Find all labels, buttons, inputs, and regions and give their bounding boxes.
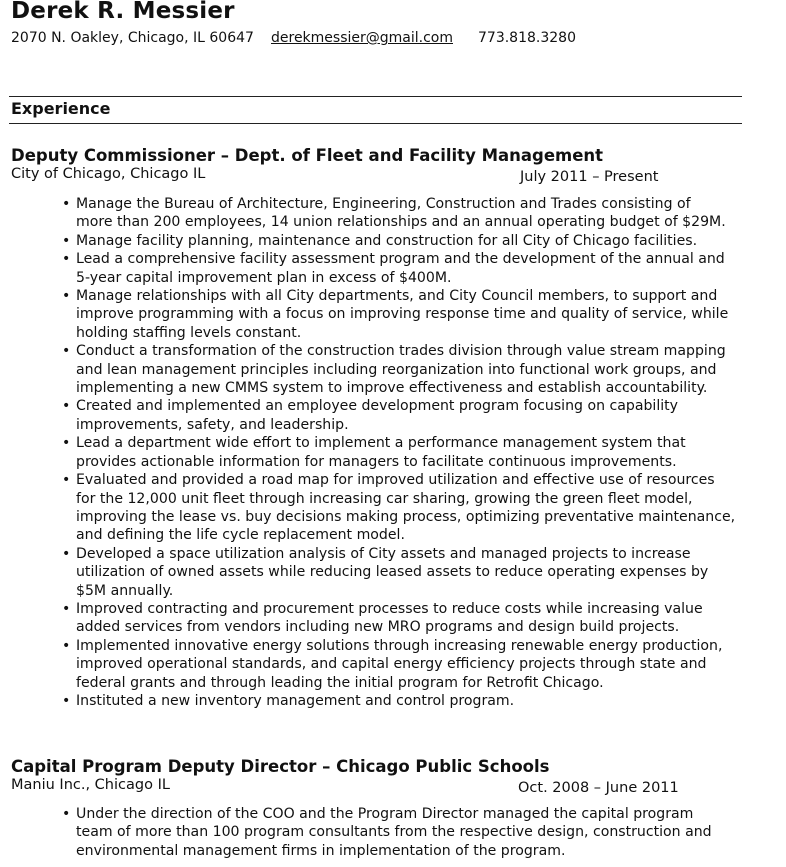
list-item: • Instituted a new inventory management and control program. <box>62 692 752 710</box>
list-item: • Improved contracting and procurement processes to reduce costs while increasing value added services from vendors including new MRO programs and design build projects. <box>62 600 752 637</box>
job-title: Capital Program Deputy Director – Chicago Public Schools <box>11 757 550 776</box>
list-item: • Implemented innovative energy solutions through increasing renewable energy production, improved operational standards, and capital energy efficiency projects through state and federal grants and through leading the initial program for Retrofit Chicago. <box>62 637 752 692</box>
section-title: Experience <box>11 99 111 118</box>
section-rule-top <box>9 96 742 97</box>
job-bullet-list <box>62 195 752 710</box>
job-title: Deputy Commissioner – Dept. of Fleet and Facility Management <box>11 146 604 165</box>
email-link[interactable]: derekmessier@gmail.com <box>271 30 453 46</box>
job-dates: Oct. 2008 – June 2011 <box>518 780 679 796</box>
job-organization: Maniu Inc., Chicago IL <box>11 777 170 793</box>
section-rule-bottom <box>9 123 742 124</box>
list-item: • Conduct a transformation of the construction trades division through value stream mapping and lean management principles including reorganization into functional work groups, and implementing a new CMMS system to improve effectiveness and establish accountability. <box>62 342 752 397</box>
list-item: • Lead a department wide effort to implement a performance management system that provides actionable information for managers to facilitate continuous improvements. <box>62 434 752 471</box>
list-item: • Under the direction of the COO and the Program Director managed the capital program team of more than 100 program consultants from the respective design, construction and environmental management firms in implementation of the program. <box>62 805 752 860</box>
list-item: • Evaluated and provided a road map for improved utilization and effective use of resources for the 12,000 unit fleet through increasing car sharing, growing the green fleet model, improving the lease vs. buy decisions making process, optimizing preventative maintenance, and defining the life cycle replacement model. <box>62 471 752 545</box>
list-item: • Lead a comprehensive facility assessment program and the development of the annual and 5-year capital improvement plan in excess of $400M. <box>62 250 752 287</box>
list-item: • Manage facility planning, maintenance and construction for all City of Chicago facilities. <box>62 232 752 250</box>
list-item: • Developed a space utilization analysis of City assets and managed projects to increase utilization of owned assets while reducing leased assets to reduce operating expenses by $5M annually. <box>62 545 752 600</box>
list-item: • Created and implemented an employee development program focusing on capability improvements, safety, and leadership. <box>62 397 752 434</box>
list-item: • Manage the Bureau of Architecture, Engineering, Construction and Trades consisting of more than 200 employees, 14 union relationships and an annual operating budget of $29M. <box>62 195 752 232</box>
job-dates: July 2011 – Present <box>520 169 659 185</box>
phone-number: 773.818.3280 <box>478 30 576 46</box>
job-organization: City of Chicago, Chicago IL <box>11 166 206 182</box>
address: 2070 N. Oakley, Chicago, IL 60647 <box>11 30 254 46</box>
job-bullet-list <box>62 805 752 860</box>
list-item: • Manage relationships with all City departments, and City Council members, to support and improve programming with a focus on improving response time and quality of service, while holding staffing levels constant. <box>62 287 752 342</box>
candidate-name: Derek R. Messier <box>11 0 235 24</box>
